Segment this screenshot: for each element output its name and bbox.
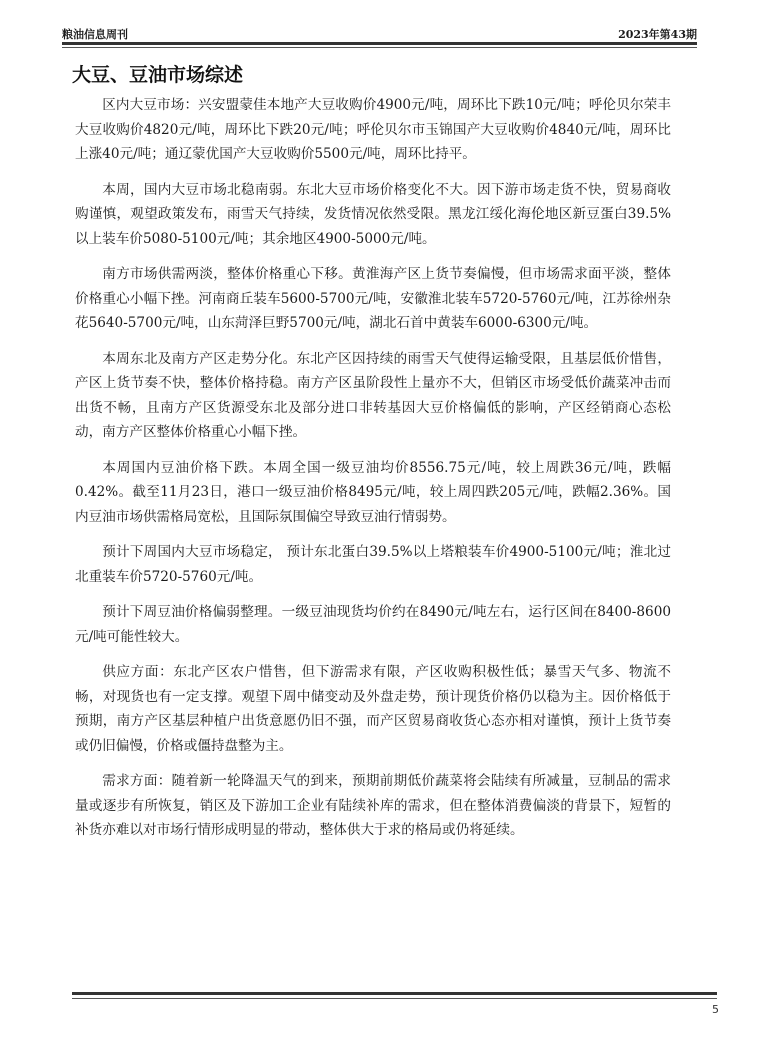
- paragraph-regional-divergence: 本周东北及南方产区走势分化。东北产区因持续的雨雪天气使得运输受限，且基层低价惜售，产区上货节奏不快，整体价格持稳。南方产区虽阶段性上量亦不大，但销区市场受低价蔬菜冲击而出货不畅，且南方产区货源受东北及部分进口非转基因大豆价格偏低的影响，产区经销商心态松动，南方产区整体价格重心小幅下挫。: [75, 350, 671, 440]
- paragraph-southern-market: 南方市场供需两淡，整体价格重心下移。黄淮海产区上货节奏偏慢，但市场需求面平淡，整体价格重心小幅下挫。河南商丘装车5600-5700元/吨，安徽淮北装车5720-5760元/吨，江苏徐州杂花5640-5700元/吨，山东菏泽巨野5700元/吨，湖北石首中黄装车6000-6300元/吨。: [75, 266, 671, 331]
- paragraph-soybean-oil: 本周国内豆油价格下跌。本周全国一级豆油均价8556.75元/吨，较上周跌36元/吨，跌幅0.42%。截至11月23日，港口一级豆油价格8495元/吨，较上周四跌205元/吨，跌幅2.36%。国内豆油市场供需格局宽松，且国际氛围偏空导致豆油行情弱势。: [75, 459, 671, 525]
- paragraph-supply: 供应方面：东北产区农户惜售，但下游需求有限，产区收购积极性低；暴雪天气多、物流不畅，对现货也有一定支撑。观望下周中储变动及外盘走势，预计现货价格仍以稳为主。因价格低于预期，南方产区基层种植户出货意愿仍旧不强，而产区贸易商收货心态亦相对谨慎，预计上货节奏或仍旧偏慢，价格或僵持盘整为主。: [75, 664, 671, 754]
- paragraph-oil-forecast: 预计下周豆油价格偏弱整理。一级豆油现货均价约在8490元/吨左右，运行区间在8400-8600元/吨可能性较大。: [75, 604, 671, 645]
- paragraph-demand: 需求方面：随着新一轮降温天气的到来，预期前期低价蔬菜将会陆续有所减量，豆制品的需求量或逐步有所恢复，销区及下游加工企业有陆续补库的需求，但在整体消费偏淡的背景下，短暂的补货亦难以对市场行情形成明显的带动，整体供大于求的格局或仍将延续。: [75, 773, 671, 838]
- header-divider-thick: [62, 42, 697, 45]
- section-title: 大豆、豆油市场综述: [72, 64, 244, 86]
- footer-divider-thick: [72, 992, 717, 995]
- paragraph-soybean-forecast: 预计下周国内大豆市场稳定， 预计东北蛋白39.5%以上塔粮装车价4900-5100元/吨；淮北过北重装车价5720-5760元/吨。: [75, 544, 671, 585]
- footer-divider-thin: [72, 998, 717, 999]
- header-divider-thin: [62, 47, 697, 48]
- page-header: [62, 24, 697, 42]
- publication-name: 粮油信息周刊: [62, 28, 128, 41]
- paragraph-national-soybean: 本周，国内大豆市场北稳南弱。东北大豆市场价格变化不大。因下游市场走货不快，贸易商收购谨慎，观望政策发布，雨雪天气持续，发货情况依然受限。黑龙江绥化海伦地区新豆蛋白39.5%以上装车价5080-5100元/吨；其余地区4900-5000元/吨。: [75, 181, 671, 247]
- issue-number: 2023年第43期: [618, 28, 697, 41]
- paragraph-regional-soybean: 区内大豆市场：兴安盟蒙佳本地产大豆收购价4900元/吨，周环比下跌10元/吨；呼伦贝尔荣丰大豆收购价4820元/吨，周环比下跌20元/吨；呼伦贝尔市玉锦国产大豆收购价4840元/吨，周环比上涨40元/吨；通辽蒙优国产大豆收购价5500元/吨，周环比持平。: [75, 97, 671, 162]
- page-number: 5: [712, 1003, 719, 1016]
- article-body: [75, 93, 671, 854]
